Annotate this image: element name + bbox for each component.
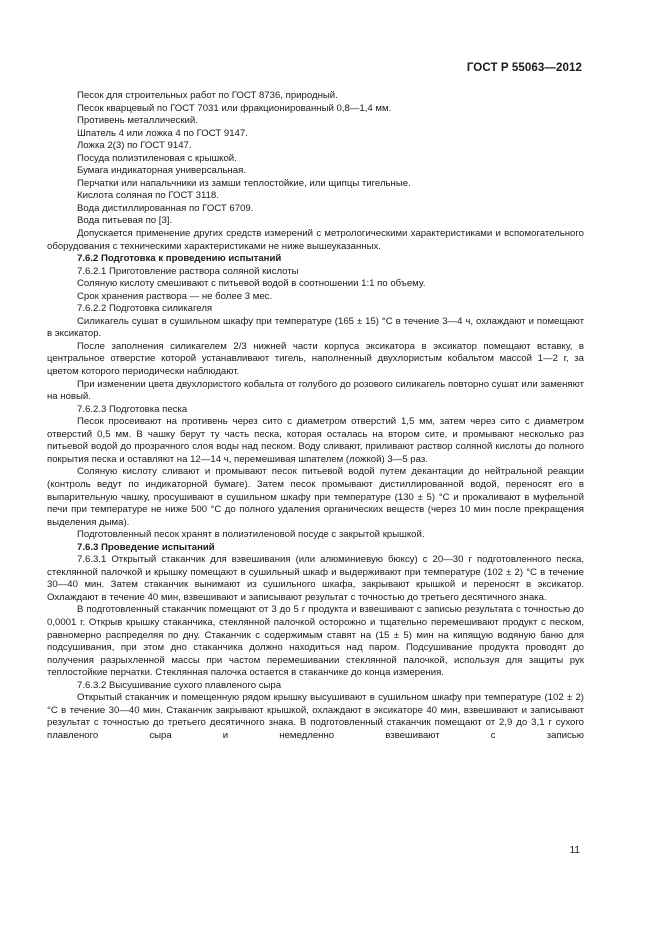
section-heading: 7.6.3 Проведение испытаний (77, 541, 215, 553)
paragraph: Кислота соляная по ГОСТ 3118. (77, 190, 219, 202)
paragraph: Подготовленный песок хранят в полиэтиленовой посуде с закрытой крышкой. (77, 529, 425, 541)
document-header: ГОСТ Р 55063—2012 (466, 62, 582, 74)
subsection-heading: 7.6.2.1 Приготовление раствора соляной кислоты (77, 265, 299, 277)
document-body (47, 90, 584, 742)
paragraph: Бумага индикаторная универсальная. (77, 165, 246, 177)
paragraph: Перчатки или напальчники из замши теплостойкие, или щипцы тигельные. (77, 177, 411, 189)
paragraph: Допускается применение других средств измерений с метрологическими характеристиками и вспомогательного оборудования с техническими характеристиками не ниже вышеуказанных. (47, 228, 584, 252)
paragraph: Песок для строительных работ по ГОСТ 8736, природный. (77, 90, 338, 101)
paragraph: Песок кварцевый по ГОСТ 7031 или фракционированный 0,8—1,4 мм. (77, 102, 392, 114)
paragraph: Вода дистиллированная по ГОСТ 6709. (77, 202, 254, 214)
paragraph: В подготовленный стаканчик помещают от 3 до 5 г продукта и взвешивают с записью результата с точностью до 0,0001 г. Открыв крышку стаканчика, стеклянной палочкой осторожно и тщательно перемешивают продукт с песком, равномерно распределяя по дну. Стаканчик с содержимым ставят на (15 ± 5) мин на кипящую водяную баню для подсушивания, при этом дно стаканчика должно находиться над паром. Подсушивание продукта проводят до получения разрыхленной массы при частом перемешивании стеклянной палочкой, используя для защиты рук теплостойкие перчатки. Стеклянная палочка остается в стаканчике до конца измерения. (47, 604, 584, 679)
subsection-heading: 7.6.3.2 Высушивание сухого плавленого сыра (77, 679, 282, 691)
subsection-heading: 7.6.2.3 Подготовка песка (77, 403, 188, 415)
paragraph: Противень металлический. (77, 115, 198, 127)
paragraph: Шпатель 4 или ложка 4 по ГОСТ 9147. (77, 127, 248, 139)
paragraph: Песок просеивают на противень через сито с диаметром отверстий 1,5 мм, затем через сито с диаметром отверстий 0,5 мм. В чашку берут ту часть песка, которая осталась на втором сите, и промывают несколько раз питьевой водой до прозрачного слоя воды над песком. Воду сливают, приливают раствор соляной кислоты до полного покрытия песка и оставляют на 12—14 ч, перемешивая шпателем (ложкой) 3—5 раз. (47, 416, 584, 465)
paragraph: Срок хранения раствора — не более 3 мес. (77, 290, 273, 302)
paragraph: 7.6.3.1 Открытый стаканчик для взвешивания (или алюминиевую бюксу) с 20—30 г подготовленного песка, стеклянной палочкой и крышку помещают в сушильный шкаф и выдерживают при температуре (102 ± 2) °С в течение 30—40 мин. Затем стаканчик вынимают из сушильного шкафа, закрывают крышкой и переносят в эксикатор. Охлаждают в течение 40 мин, взвешивают и записывают результат с точностью до третьего десятичного знака. (47, 554, 584, 603)
paragraph: Открытый стаканчик и помещенную рядом крышку высушивают в сушильном шкафу при температуре (102 ± 2) °С в течение 30—40 мин. Стаканчик закрывают крышкой, охлаждают в эксикаторе 40 мин, взвешивают и записывают результат с точностью до третьего десятичного знака. В подготовленный стаканчик помещают от 2,9 до 3,1 г сухого плавленого сыра и немедленно взвешивают с записью (47, 692, 584, 741)
subsection-heading: 7.6.2.2 Подготовка силикагеля (77, 303, 213, 315)
paragraph: Ложка 2(3) по ГОСТ 9147. (77, 140, 192, 152)
page-number: 11 (569, 845, 580, 856)
paragraph: Соляную кислоту сливают и промывают песок питьевой водой путем декантации до нейтральной реакции (контроль ведут по индикаторной бумаге). Затем песок промывают дистиллированной водой, переносят его в выпарительную чашку, просушивают в сушильном шкафу при температуре (130 ± 5) °С и прокаливают в муфельной печи при температуре не ниже 500 °С до полного удаления органических веществ (через 10 мин после прекращения выделения дыма). (47, 466, 584, 528)
paragraph: Вода питьевая по [3]. (77, 215, 173, 227)
paragraph: Силикагель сушат в сушильном шкафу при температуре (165 ± 15) °С в течение 3—4 ч, охлаждают и помещают в эксикатор. (47, 315, 584, 340)
section-heading: 7.6.2 Подготовка к проведению испытаний (77, 253, 282, 265)
paragraph: Посуда полиэтиленовая с крышкой. (77, 152, 237, 164)
paragraph: Соляную кислоту смешивают с питьевой водой в соотношении 1:1 по объему. (77, 278, 426, 290)
paragraph: При изменении цвета двухлористого кобальта от голубого до розового силикагель повторно сушат или заменяют на новый. (47, 378, 584, 403)
paragraph: После заполнения силикагелем 2/3 нижней части корпуса эксикатора в эксикатор помещают вставку, в центральное отверстие которой устанавливают тигель, наполненный двухлористым кобальтом массой 1—2 г, за цветом которого периодически наблюдают. (47, 340, 584, 378)
